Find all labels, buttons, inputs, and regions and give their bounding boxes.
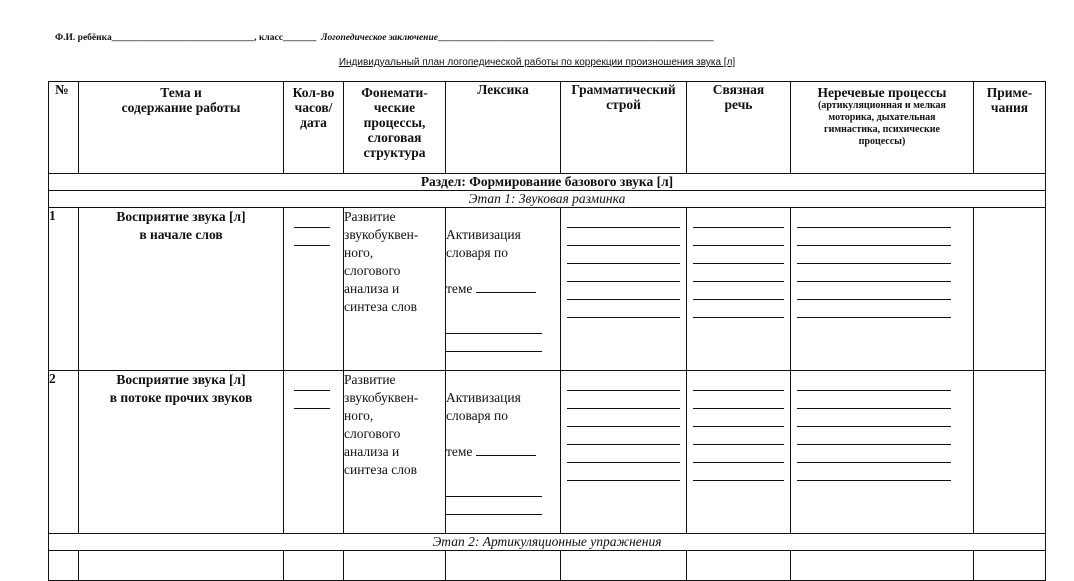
- form-header: [55, 33, 713, 43]
- col-hours-header: Кол-во часов/ дата: [284, 82, 344, 174]
- stage-row: [49, 191, 1046, 208]
- col-nonverbal-header: [791, 82, 974, 174]
- class-label: , класс: [254, 33, 283, 43]
- col-phonemic-header: Фонемати- ческие процессы, слоговая структура: [344, 82, 446, 174]
- stage-1-title: Этап 1: Звуковая разминка: [49, 191, 1046, 208]
- plan-table: [48, 81, 1046, 581]
- row-lexicon-text: Активизация словаря по: [446, 227, 521, 260]
- row-phonemic: Развитие звукобуквен- ного, слогового анализа и синтеза слов: [344, 371, 446, 534]
- plan-title: Индивидуальный план логопедической работы по коррекции произношения звука [л]: [338, 57, 736, 68]
- nonverbal-subtitle: (артикуляционная и мелкая моторика, дыхательная гимнастика, психические процессы): [818, 100, 946, 147]
- plan-title-wrap: [0, 57, 1074, 68]
- nonverbal-title: Неречевые процессы: [817, 85, 947, 100]
- col-grammar-header: Грамматический строй: [561, 82, 687, 174]
- col-lexicon-header: Лексика: [446, 82, 561, 174]
- stage-2-title: Этап 2: Артикуляционные упражнения: [49, 534, 1046, 551]
- speech-lines[interactable]: [687, 208, 791, 371]
- nonverbal-lines[interactable]: [791, 371, 974, 534]
- nonverbal-lines[interactable]: [791, 208, 974, 371]
- lexicon-cell[interactable]: [446, 371, 561, 534]
- grammar-lines[interactable]: [561, 208, 687, 371]
- notes-cell[interactable]: [974, 371, 1046, 534]
- table-row: [49, 208, 1046, 371]
- table-row: [49, 371, 1046, 534]
- conclusion-label: Логопедическое заключение: [320, 33, 438, 43]
- hours-cell[interactable]: [284, 371, 344, 534]
- row-number: 2: [49, 371, 79, 534]
- hours-cell[interactable]: [284, 208, 344, 371]
- section-row: [49, 174, 1046, 191]
- conclusion-blank[interactable]: __________________________________________________________: [437, 33, 714, 43]
- child-name-label: Ф.И. ребёнка: [55, 33, 112, 43]
- row-phonemic: Развитие звукобуквен- ного, слогового анализа и синтеза слов: [344, 208, 446, 371]
- row-lexicon-theme: теме: [446, 444, 476, 459]
- col-speech-header: Связная речь: [687, 82, 791, 174]
- row-lexicon-text: Активизация словаря по: [446, 390, 521, 423]
- stage-row: [49, 534, 1046, 551]
- table-row: [49, 551, 1046, 581]
- col-num-header: №: [49, 82, 79, 174]
- section-title: Раздел: Формирование базового звука [л]: [49, 174, 1046, 191]
- child-name-blank[interactable]: ______________________________: [111, 33, 255, 43]
- class-blank[interactable]: _______: [282, 33, 317, 43]
- row-topic: Восприятие звука [л] в начале слов: [79, 208, 284, 371]
- row-topic: Восприятие звука [л] в потоке прочих звуков: [79, 371, 284, 534]
- row-number: 1: [49, 208, 79, 371]
- header-row: [49, 82, 1046, 174]
- row-lexicon-theme: теме: [446, 281, 476, 296]
- grammar-lines[interactable]: [561, 371, 687, 534]
- col-topic-header: Тема и содержание работы: [79, 82, 284, 174]
- speech-lines[interactable]: [687, 371, 791, 534]
- notes-cell[interactable]: [974, 208, 1046, 371]
- col-notes-header: Приме- чания: [974, 82, 1046, 174]
- lexicon-cell[interactable]: [446, 208, 561, 371]
